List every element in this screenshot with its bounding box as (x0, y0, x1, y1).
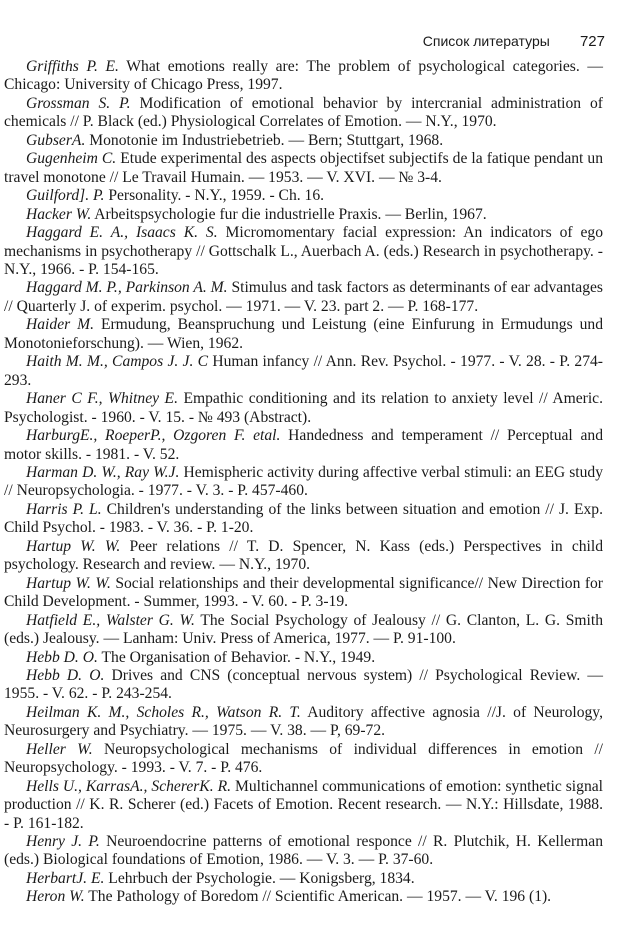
reference-entry (4, 224, 603, 279)
reference-entry (4, 704, 603, 741)
reference-entry (4, 575, 603, 612)
reference-author: Hartup W. W. (26, 574, 111, 592)
reference-text: Auditory affective agnosia //J. of Neurology, Neurosurgery and Psychiatry. — 1975. — V. 38. — P, 69-72. (4, 703, 603, 740)
reference-text: Handedness and temperament // Perceptual and motor skills. - 1981. - V. 52. (4, 427, 604, 463)
reference-author: Haith M. M., Campos J. J. C (26, 353, 209, 371)
reference-text: Hemispheric activity during affective verbal stimuli: an EEG study // Neuropsychologia. - 1977. - V. 3. - P. 457-460. (4, 463, 604, 500)
reference-text: Stimulus and task factors as determinants of ear advantages // Quarterly J. of experim. psychol. — 1971. — V. 23. part 2. — P. 168-177. (4, 279, 604, 315)
reference-entry (4, 538, 603, 575)
reference-entry (4, 150, 603, 187)
reference-text: Social relationships and their developmental significance// New Direction for Child Development. - Summer, 1993. - V. 60. - P. 3-19. (4, 574, 604, 611)
reference-text: Arbeitspsychologie fur die industrielle Praxis. — Berlin, 1967. (91, 205, 487, 223)
reference-author: Gugenheim C. (26, 150, 117, 168)
reference-entry (4, 667, 603, 704)
reference-text: Neuroendocrine patterns of emotional responce // R. Plutchik, H. Kellerman (eds.) Biological foundations of Emotion, 1986. — V. 3. — P. 37-60. (4, 833, 604, 869)
reference-entry (4, 464, 603, 501)
reference-author: Haggard M. P., Parkinson A. M. (26, 279, 228, 297)
reference-author: Hacker W. (26, 205, 92, 223)
page-number: 727 (579, 33, 605, 50)
reference-entry (4, 316, 603, 353)
reference-entry (4, 870, 603, 888)
reference-entry (4, 778, 603, 833)
reference-author: Heilman K. M., Scholes R., Watson R. T. (26, 703, 301, 721)
reference-author: Grossman S. P. (26, 94, 131, 112)
reference-author: Hells U., KarrasA., SchererK. R. (26, 777, 231, 795)
reference-entry (4, 95, 603, 132)
reference-author: Harman D. W., Ray W.J. (26, 463, 180, 481)
reference-author: Harris P. L. (26, 500, 102, 518)
reference-author: Heron W. (26, 888, 85, 906)
reference-text: Drives and CNS (conceptual nervous system) // Psychological Review. — 1955. - V. 62. - P. 243-254. (4, 666, 603, 703)
reference-text: Monotonie im Industriebetrieb. — Bern; Stuttgart, 1968. (85, 131, 444, 149)
reference-text: Neuropsychological mechanisms of individual differences in emotion // Neuropsychology. - 1993. - V. 7. - P. 476. (4, 740, 603, 777)
reference-text: Multichannel communications of emotion: synthetic signal production // K. R. Scherer (ed.) Facets of Emotion. Recent research. — N.Y.: Hillsdate, 1988. - P. 161-182. (4, 777, 603, 832)
reference-entry (4, 353, 603, 390)
reference-author: Haner C F., Whitney E. (26, 390, 178, 408)
reference-text: Ermudung, Beanspruchung und Leistung (eine Einfurung in Ermudungs und Monotonieforschung). — Wien, 1962. (4, 316, 603, 352)
reference-entry (4, 58, 603, 95)
reference-author: Hatfield E., Walster G. W. (26, 611, 195, 629)
reference-entry (4, 187, 603, 205)
reference-entry (4, 132, 603, 150)
reference-author: Griffiths P. E. (26, 58, 119, 75)
reference-text: What emotions really are: The problem of psychological categories. — Chicago: University of Chicago Press, 1997. (4, 58, 603, 94)
reference-entry (4, 888, 603, 906)
reference-text: Etude experimental des aspects objectifset subjectifs de la fatique pendant un travel monotone // Le Travail Humain. — 1953. — V. XVI. — № 3-4. (4, 150, 603, 186)
reference-text: Personality. - N.Y., 1959. - Ch. 16. (104, 187, 325, 205)
reference-author: GubserA. (26, 131, 86, 149)
reference-text: Children's understanding of the links between situation and emotion // J. Exp. Child Psychol. - 1983. - V. 36. - P. 1-20. (4, 500, 603, 537)
reference-entry (4, 390, 603, 427)
reference-author: Hebb D. O. (26, 666, 105, 684)
running-header (10, 32, 605, 51)
reference-text: Lehrbuch der Psychologie. — Konigsberg, 1834. (104, 869, 415, 887)
reference-author: Guilford]. P. (26, 187, 105, 205)
reference-entry (4, 206, 603, 224)
section-title: Список литературы (422, 33, 550, 49)
reference-author: Haggard E. A., Isaacs K. S. (26, 224, 218, 242)
reference-author: Hebb D. O. (26, 648, 98, 666)
reference-list (4, 58, 603, 907)
reference-author: HarburgE., RoeperP., Ozgoren F. etal. (26, 427, 281, 445)
reference-author: HerbartJ. E. (26, 869, 105, 887)
reference-text: Peer relations // T. D. Spencer, N. Kass (eds.) Perspectives in child psychology. Research and review. — N.Y., 1970. (4, 537, 603, 574)
reference-entry (4, 833, 603, 870)
reference-text: Micromomentary facial expression: An indicators of ego mechanisms in psychotherapy // Gottschalk L., Auerbach A. (eds.) Research in psychotherapy. - N.Y., 1966. - P. 154-165. (4, 224, 603, 278)
reference-entry (4, 649, 603, 667)
reference-author: Heller W. (26, 740, 93, 758)
reference-text: Empathic conditioning and its relation to anxiety level // Americ. Psychologist. - 1960. - V. 15. - № 493 (Abstract). (4, 390, 603, 426)
reference-entry (4, 612, 603, 649)
reference-text: Modification of emotional behavior by intercranial administration of chemicals // P. Black (ed.) Physiological Correlates of Emotion. — N.Y., 1970. (4, 94, 604, 131)
reference-text: The Pathology of Boredom // Scientific American. — 1957. — V. 196 (1). (84, 888, 552, 906)
reference-text: The Social Psychology of Jealousy // G. Clanton, L. G. Smith (eds.) Jealousy. — Lanham: Univ. Press of America, 1977. — P. 91-100. (4, 611, 603, 648)
reference-entry (4, 279, 603, 316)
reference-author: Henry J. P. (26, 833, 100, 851)
reference-text: The Organisation of Behavior. - N.Y., 1949. (97, 648, 376, 666)
reference-entry (4, 501, 603, 538)
reference-entry (4, 427, 603, 464)
reference-entry (4, 741, 603, 778)
reference-text: Human infancy // Ann. Rev. Psychol. - 1977. - V. 28. - P. 274-293. (4, 353, 603, 389)
reference-author: Hartup W. W. (26, 537, 121, 555)
reference-author: Haider M. (26, 316, 95, 334)
